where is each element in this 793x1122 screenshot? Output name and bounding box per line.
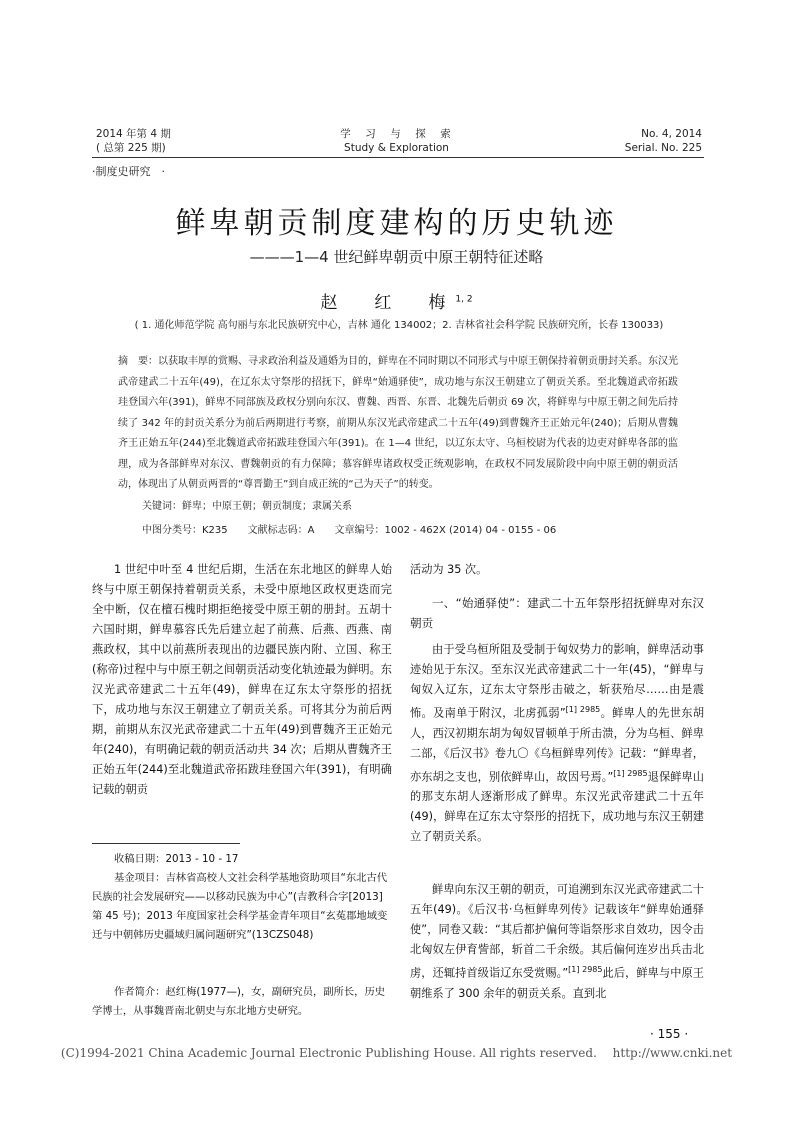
citation-2: [1] 2985 xyxy=(613,768,648,778)
journal-title-cn: 学 习 与 探 索 xyxy=(340,128,453,140)
section-heading: 一、“始通驿使”：建武二十五年祭彤招抚鲜卑对东汉朝贡 xyxy=(410,596,704,630)
paragraph-1-text-b: 。鲜卑人的先世东胡人，西汉初期东胡为匈奴冒顿单于所击溃，分为乌桓、鲜卑二部，《后汉书》卷九〇《乌桓鲜卑列传》记载：“鲜卑者，亦东胡之支也，别依鲜卑山，故因号焉。” xyxy=(410,706,705,784)
author-name xyxy=(0,288,793,313)
serial-number-en: Serial. No. 225 xyxy=(624,142,702,154)
citation-1: [1] 2985 xyxy=(565,705,601,714)
paragraph-2-text-b: 此后，鲜卑与中原王朝维系了 300 余年的朝贡关系。直到北 xyxy=(410,966,704,1000)
page-number: · 155 · xyxy=(650,1027,689,1041)
issue-number: 2014 年第 4 期 xyxy=(96,128,171,140)
author-affiliation-marker: 1, 2 xyxy=(455,294,473,305)
author-bio: 作者简介：赵红梅(1977—)，女，副研究员，副所长，历史学博士，从事魏晋南北朝史与东北地方史研究。 xyxy=(92,986,386,1017)
section-label: ·制度史研究 · xyxy=(92,165,165,178)
footnote-rule xyxy=(92,843,240,844)
classification-line: 中图分类号：K235 文献标志码：A 文章编号：1002 - 462X (2014) 04 - 0155 - 06 xyxy=(142,525,557,536)
abstract: 摘 要：以获取丰厚的赏赐、寻求政治利益及通婚为目的，鲜卑在不同时期以不同形式与中原王朝保持着朝贡册封关系。东汉光武帝建武二十五年(49)，在辽东太守祭彤的招抚下，鲜卑“始通驿使”，成功地与东汉王朝建立了朝贡关系。至北魏道武帝拓跋珪登国六年(391)，鲜卑不同部族及政权分别向东汉、曹魏、西晋、东晋、北魏先后朝贡 69 次，将鲜卑与中原王朝之间先后持续了 342 年的封贡关系分为前后两期进行考察，前期从东汉光武帝建武二十五年(49)到曹魏齐王正始元年(240)；后期从曹魏齐王正始五年(244)至北魏道武帝拓跋珪登国六年(391)。在 1—4 世纪，以辽东太守、乌桓校尉为代表的边吏对鲜卑各部的监理，成为各部鲜卑对东汉、曹魏朝贡的有力保障；慕容鲜卑诸政权受正统观影响，在政权不同发展阶段中向中原王朝的朝贡活动，体现出了从朝贡两晋的“尊晋勤王”到自成正统的“己为天子”的转变。 xyxy=(118,356,678,490)
right-column-paragraph-2 xyxy=(410,880,704,1004)
copyright-watermark: (C)1994-2021 China Academic Journal Electronic Publishing House. All rights reserved. http://www.cnki.net xyxy=(60,1046,733,1060)
left-column-paragraph: 1 世纪中叶至 4 世纪后期，生活在东北地区的鲜卑人始终与中原王朝保持着朝贡关系，未受中原地区政权更迭而完全中断，仅在檀石槐时期拒绝接受中原王朝的册封。五胡十六国时期，鲜卑慕容氏先后建立起了前燕、后燕、西燕、南燕政权，其中以前燕所表现出的边疆民族内附、立国、称王(称帝)过程中与中原王朝之间朝贡活动变化轨迹最为鲜明。东汉光武帝建武二十五年(49)，鲜卑在辽东太守祭彤的招抚下，成功地与东汉王朝建立了朝贡关系。可将其分为前后两期，前期从东汉光武帝建武二十五年(49)到曹魏齐王正始元年(240)，有明确记载的朝贡活动共 34 次；后期从曹魏齐王正始五年(244)至北魏道武帝拓跋珪登国六年(391)，有明确记载的朝贡 xyxy=(92,563,392,796)
issue-number-en: No. 4, 2014 xyxy=(641,128,702,140)
keywords: 关键词：鲜卑；中原王朝；朝贡制度；隶属关系 xyxy=(142,501,352,512)
header-rule xyxy=(92,157,704,158)
fund-note: 基金项目：吉林省高校人文社会科学基地资助项目“东北古代民族的社会发展研究——以移动民族为中心”(吉教科合字[2013]第 45 号)；2013 年度国家社会科学基金青年项目“玄菟郡地域变迁与中朝韩历史疆域归属问题研究”(13CZS048) xyxy=(92,872,388,941)
paragraph-1-text-c: 退保鲜卑山的那支东胡人逐渐形成了鲜卑。东汉光武帝建武二十五年(49)，鲜卑在辽东太守祭彤的招抚下，成功地与东汉王朝建立了朝贡关系。 xyxy=(410,770,704,844)
paragraph-2-text: 鲜卑向东汉王朝的朝贡，可追溯到东汉光武帝建武二十五年(49)。《后汉书·乌桓鲜卑列传》记载该年“鲜卑始通驿使”，同卷又载：“其后都护偏何等诣祭彤求自效功，因令击北匈奴左伊育訾部，斩首二千余级。其后偏何连岁出兵击北虏，还辄持首级诣辽东受赏赐。” xyxy=(410,883,704,980)
author-affiliation: ( 1. 通化师范学院 高句丽与东北民族研究中心，吉林 通化 134002；2. 吉林省社会科学院 民族研究所，长春 130033) xyxy=(134,320,664,331)
right-column-paragraph-1 xyxy=(410,640,704,847)
article-subtitle: ———1—4 世纪鲜卑朝贡中原王朝特征述略 xyxy=(249,248,544,266)
journal-title-en: Study & Exploration xyxy=(344,142,449,154)
article-title: 鲜卑朝贡制度建构的历史轨迹 xyxy=(175,206,618,241)
serial-issue: ( 总第 225 期) xyxy=(96,142,166,154)
author-name-text: 赵 红 梅 xyxy=(320,293,456,313)
received-date: 收稿日期：2013 - 10 - 17 xyxy=(114,853,239,865)
paragraph-1-text: 由于受乌桓所阻及受制于匈奴势力的影响，鲜卑活动事迹始见于东汉。至东汉光武帝建武二十一年(45)，“鲜卑与匈奴入辽东，辽东太守祭彤击破之，斩获殆尽……由是震怖。及南单于附汉，北虏孤弱” xyxy=(410,643,704,720)
right-column-continuation: 活动为 35 次。 xyxy=(410,563,488,576)
citation-3: [1] 2985 xyxy=(568,965,603,974)
